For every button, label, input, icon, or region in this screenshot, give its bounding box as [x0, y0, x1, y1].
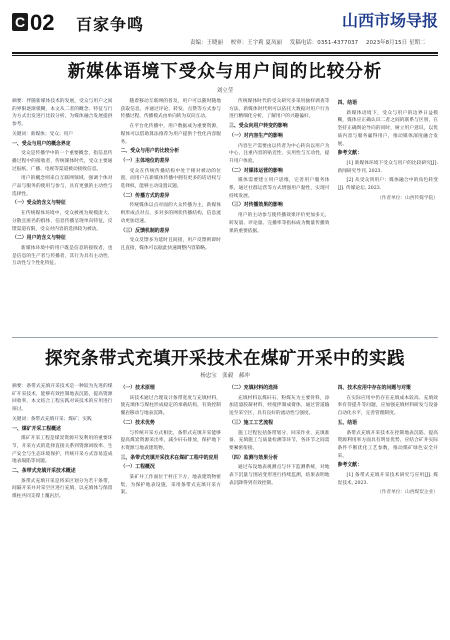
article2-column-2 [121, 383, 222, 633]
section-heading: （三）对传播效果的影响 [229, 202, 283, 209]
paragraph: 煤矿开采工程是煤炭资源开发利用的重要环节，开采方式的选择直接关系到资源回收率、生产安全与生态环境保护，传统开采方式容易造成地表塌陷等问题。 [12, 436, 113, 465]
article2-column-4 [338, 383, 439, 633]
paragraph: 条带式充填开采技术在控制地表沉陷、提高资源利用率方面具有明显优势，应结合矿井实际条件不断优化工艺参数，推动煤矿绿色安全开采。 [337, 430, 438, 459]
article2-column-1 [12, 383, 113, 633]
paragraph: 与传统开采方式相比，条带式充填开采能够提高煤炭资源采出率，减少矸石排放，保护地下水资源与地表建筑物。 [120, 430, 221, 451]
author-affiliation: （作者单位：山西煤炭企业） [377, 490, 438, 496]
issue-date: 2023年8月15日 星期二 [366, 40, 426, 46]
page-number-value: 02 [30, 10, 55, 35]
section-heading: 二、条带式充填开采技术概述 [12, 468, 76, 475]
section-heading: 三、条带式充填开采技术在煤矿工程中的应用 [120, 454, 219, 461]
section-heading: （一）主体地位的差异 [120, 157, 170, 164]
submission-phone: 发稿电话：0351-4377037 [289, 40, 359, 46]
paragraph: 新媒体环境中的用户既是信息的接收者，也是信息的生产者与传播者，其行为具有主动性、互动性与个性化特征。 [12, 245, 113, 267]
section-heading: 二、受众与用户的比较分析 [120, 148, 180, 155]
article-2-body [12, 383, 438, 633]
paragraph: 关键词：条带式充填开采；煤矿；实践 [12, 416, 92, 422]
newspaper-name: 山西市场导报 [341, 11, 438, 30]
article-1-byline: 刘立莹 [216, 88, 234, 94]
paragraph: 摘要：伴随新媒体技术的发展，受众与用户之间的界限逐渐模糊，本文从二者的概念、特征与行为方式出发进行比较分析，为媒体融合发展提供参考。 [12, 99, 113, 128]
article-2-byline: 杨忠宝 张毅 郝冲 [200, 373, 250, 379]
masthead [12, 8, 438, 50]
section-heading: （三）施工工艺流程 [229, 419, 274, 426]
paragraph: 受众在传统传播结构中处于相对被动的位置，而用户在新媒体传播中拥有更多的话语权与选择权，能够主动设置议题。 [120, 168, 221, 190]
article-1-body [12, 98, 438, 332]
article1-column-1 [12, 98, 113, 332]
paragraph: 用户的主动参与使传播效果评价更加多元，转发量、评论量、完播率等指标成为衡量传播效果的重要依据。 [229, 213, 330, 234]
section-heading: （二）充填材料的选择 [229, 385, 278, 391]
masthead-rule-thin [12, 55, 438, 56]
author-affiliation: （作者单位：山西传媒学院） [377, 195, 438, 201]
paragraph: 充填材料以煤矸石、粉煤灰为主要骨料，添加适量胶凝材料，经搅拌制成膏体，通过管道输送至采空区，具有良好的流动性与强度。 [229, 395, 330, 417]
section-heading: （二）对媒体运营的影响 [229, 167, 283, 174]
paragraph: 摘要：条带式充填开采技术是一种较为先进的煤矿开采技术，能够有效控制地表沉陷，提高资源回收率，本文结合工程实践对该技术的应用进行探讨。 [12, 384, 113, 413]
section-heading: 五、结语 [337, 419, 358, 426]
section-heading: （一）工程概况 [120, 464, 155, 471]
paragraph: 某矿井工作面位于村庄下方，地表建筑物密集，为保护地表设施，采用条带式充填开采方案。 [120, 475, 221, 496]
section-heading: 一、受众与用户的概念界定 [12, 140, 71, 147]
article-1-title: 新媒体语境下受众与用户间的比较分析 [67, 62, 383, 82]
paragraph: 媒体需要建立用户思维，完善用户服务体系，通过社群运营等方式增强用户黏性，实现可持续发展。 [229, 178, 330, 199]
section-heading: 一、煤矿开采工程概述 [12, 425, 61, 432]
section-title: 百家争鸣 [76, 15, 145, 34]
paragraph: 通过布设地表观测点与井下监测系统，对地表下沉量与围岩变形进行持续监测，结果表明地表沉降得到有效控制。 [229, 465, 330, 486]
paragraph: 受众是传播学中的一个重要概念，指信息传播过程中的接收者，传统媒体时代，受众主要通过报纸、广播、电视等渠道被动接收信息。 [12, 151, 113, 172]
section-heading: （二）传播方式的差异 [120, 192, 170, 199]
masthead-rule [12, 52, 438, 54]
section-heading: （二）技术优势 [120, 419, 155, 426]
article-divider [12, 337, 438, 338]
section-heading: 四、结语 [337, 100, 358, 106]
paragraph: 该技术通过合理设计条带宽度与充填材料，使充填体与煤柱形成稳定的承载结构，有效控制覆岩移动与地表沉降。 [120, 395, 221, 417]
paragraph: 施工过程包括条带划分、回采作业、充填准备、充填施工与质量检测等环节，各环节之间需要紧密衔接。 [229, 430, 330, 451]
section-heading: 参考文献： [337, 462, 362, 469]
section-heading: （一）受众的含义与特征 [12, 200, 66, 207]
publication-meta [190, 38, 440, 46]
paragraph: [1] 条带式充填开采技术研究与应用[J]. 煤炭技术, 2023. [337, 473, 438, 486]
article2-column-3 [229, 383, 330, 633]
paragraph: [1] 新媒体环境下受众与用户的比较研究[J]. 新闻研究导刊, 2023. [337, 160, 438, 174]
paragraph: 传统媒体以点对面的大众传播为主，新媒体则形成点对点、多对多的网状传播结构，信息流动更加迅速。 [120, 203, 221, 224]
paragraph: 用户的概念则来自互联网领域，强调个体对产品与服务的使用与参与，具有更强的主动性与选择性。 [12, 176, 113, 197]
page-number [12, 10, 54, 36]
paragraph: 传统媒体时代的受众研究多采用抽样调查等方法，新媒体时代则可以依托大数据对用户行为进行精细化分析，了解用户的兴趣偏好。 [229, 99, 330, 120]
section-heading: （二）用户的含义与特征 [12, 235, 66, 242]
section-heading: 三、受众向用户转变的影响 [229, 123, 288, 130]
paragraph: 在平台化传播中，用户数据成为重要资源，媒体可以借助算法推荐为用户提供个性化内容服务。 [120, 124, 221, 145]
section-heading: （三）反馈机制的差异 [120, 227, 170, 234]
paragraph: [2] 从受众到用户：媒体融合中的角色转变[J]. 传媒论坛, 2023. [337, 178, 438, 192]
editor-credit: 责编：王晓丽 [190, 40, 223, 46]
article1-column-2 [121, 98, 222, 332]
section-heading: 参考文献： [337, 150, 362, 157]
paragraph: 新媒体语境下，受众与用户的边界日益模糊，媒体应正确认识二者之间的联系与区别，在坚持正确舆论导向的同时，树立用户意识，以优质内容与服务赢得用户，推动媒体深度融合发展。 [337, 110, 438, 147]
paragraph: 在传统媒体环境中，受众被视为规模庞大、分散且匿名的群体，信息传播呈现单向特征，反馈渠道有限，受众对内容的选择较为被动。 [12, 211, 113, 232]
article1-column-3 [229, 98, 330, 332]
page-letter: C [12, 13, 28, 31]
paragraph: 受众反馈多为延时且间接，用户反馈则即时且直接，媒体可以据此快速调整内容策略。 [120, 238, 221, 251]
paragraph: 条带式充填开采是将采区划分为若干条带，间隔开采并对采空区进行充填，以充填体与保留煤柱共同支撑上覆岩层。 [12, 478, 113, 500]
paragraph: 随着移动互联网的普及，用户可以随时随地获取信息，并通过评论、转发、点赞等方式参与传播过程，传播模式由单向转为双向互动。 [120, 99, 221, 120]
section-heading: 四、技术应用中存在的问题与对策 [337, 385, 411, 391]
paragraph: 在实际应用中仍存在充填成本较高、充填效率有待提升等问题，应加强充填材料研发与设备自动化水平，完善管理制度。 [337, 395, 438, 417]
section-heading: （一）技术原理 [120, 385, 155, 391]
section-heading: （一）对内容生产的影响 [229, 132, 283, 139]
article-2-title: 探究条带式充填开采技术在煤矿开采中的实践 [45, 349, 405, 369]
proofreader-credit: 校审：王宇莉 夏凤丽 [230, 40, 283, 46]
article1-column-4 [338, 98, 439, 332]
paragraph: 内容生产需要由以传者为中心转向以用户为中心，注重内容的贴近性、实用性与互动性，提升用户体验。 [229, 143, 330, 164]
paragraph: 关键词：新媒体；受众；用户 [12, 131, 73, 137]
section-heading: （四）监测与效果分析 [229, 454, 278, 461]
